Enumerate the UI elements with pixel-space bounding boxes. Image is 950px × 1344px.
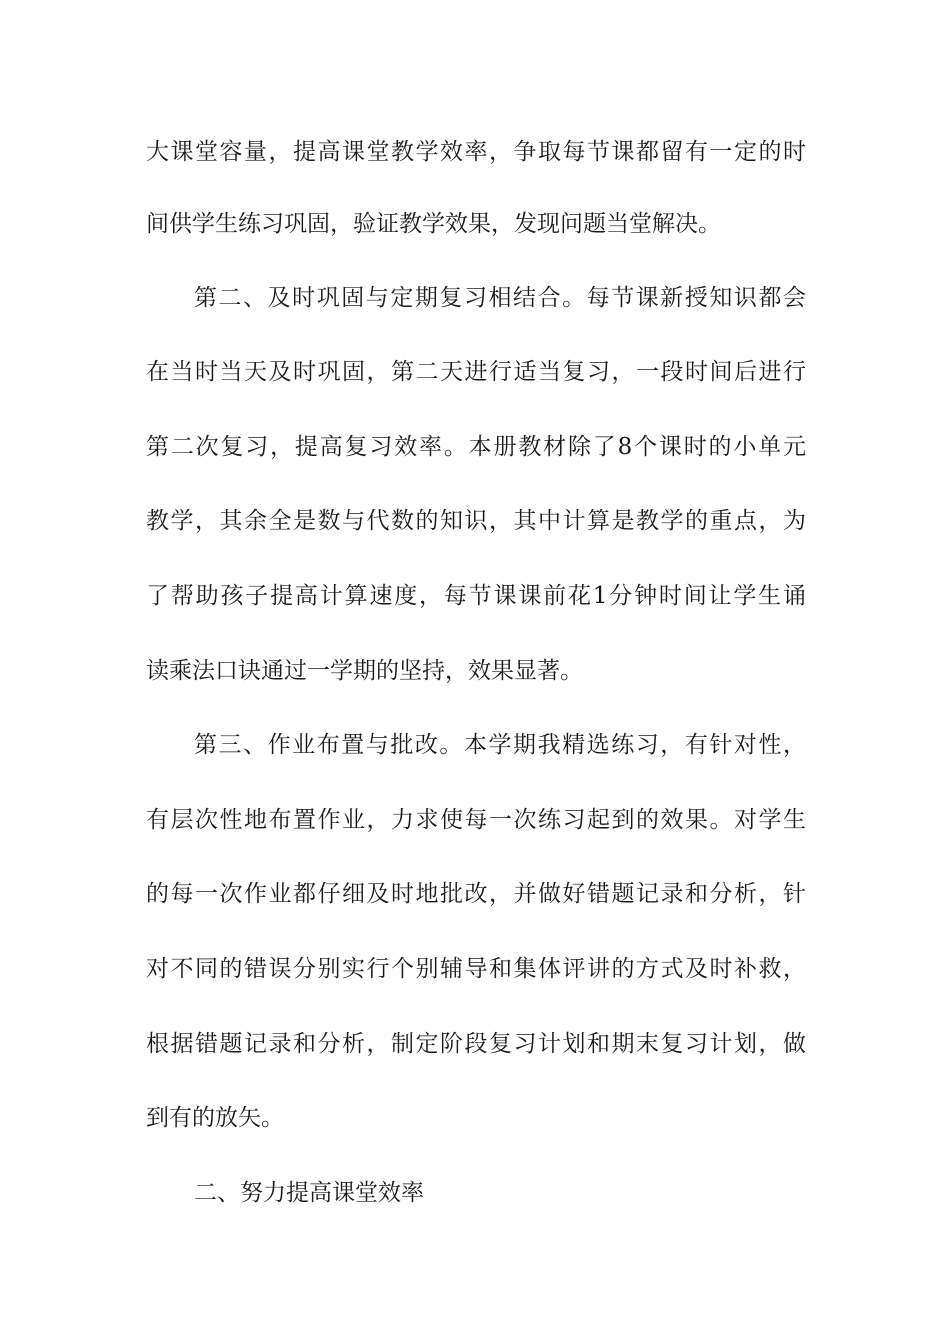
paragraph-line: 根据错题记录和分析，制定阶段复习计划和期末复习计划，做 xyxy=(146,1031,806,1057)
paragraph-line: 到有的放矢。 xyxy=(146,1105,284,1131)
section-heading: 二、努力提高课堂效率 xyxy=(194,1180,424,1206)
paragraph-line: 教学，其余全是数与代数的知识，其中计算是教学的重点，为 xyxy=(146,508,806,534)
paragraph-line: 在当时当天及时巩固，第二天进行适当复习，一段时间后进行 xyxy=(146,359,806,385)
paragraph-line: 有层次性地布置作业，力求使每一次练习起到的效果。对学生 xyxy=(146,807,806,833)
paragraph-line: 大课堂容量，提高课堂教学效率，争取每节课都留有一定的时 xyxy=(146,139,806,165)
paragraph-first-line: 第三、作业布置与批改。本学期我精选练习，有针对性， xyxy=(194,732,806,758)
paragraph-line: 第二次复习，提高复习效率。本册教材除了8个课时的小单元 xyxy=(146,434,806,460)
paragraph-line: 对不同的错误分别实行个别辅导和集体评讲的方式及时补救， xyxy=(146,956,806,982)
paragraph-line: 的每一次作业都仔细及时地批改，并做好错题记录和分析，针 xyxy=(146,881,806,907)
paragraph-line: 读乘法口诀通过一学期的坚持，效果显著。 xyxy=(146,658,583,684)
paragraph-first-line: 第二、及时巩固与定期复习相结合。每节课新授知识都会 xyxy=(194,285,806,311)
paragraph-line: 间供学生练习巩固，验证教学效果，发现问题当堂解决。 xyxy=(146,211,721,237)
paragraph-line: 了帮助孩子提高计算速度，每节课课前花1分钟时间让学生诵 xyxy=(146,583,806,609)
